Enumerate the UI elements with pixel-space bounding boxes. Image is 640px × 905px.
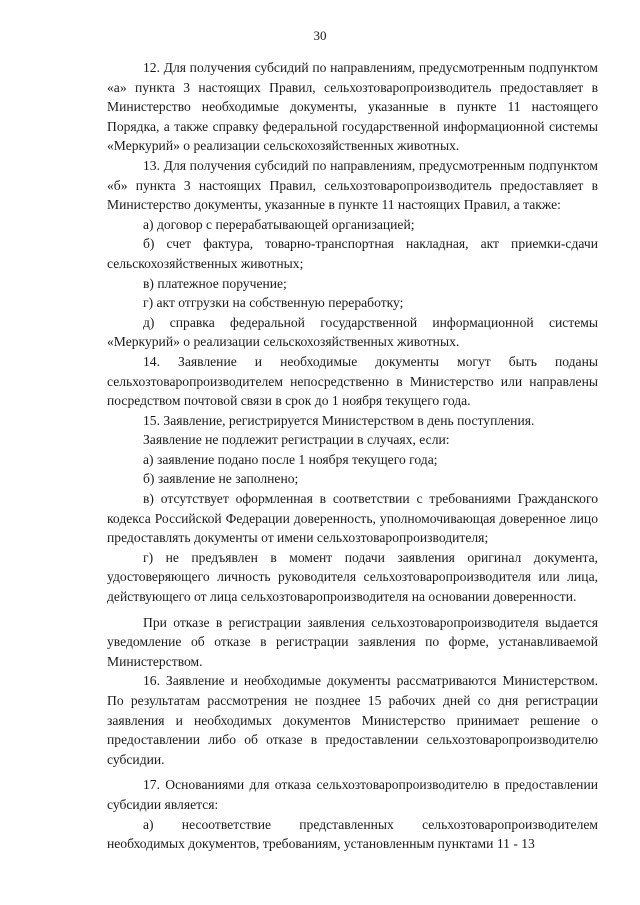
page-number: 30 bbox=[313, 28, 327, 43]
paragraph-17-item-a: а) несоответствие представленных сельхозтоваропроизводителем необходимых документов, требованиям, установленным пунктами 11 - 13 bbox=[107, 816, 598, 852]
paragraph-15-intro: Заявление не подлежит регистрации в случаях, если: bbox=[143, 432, 450, 448]
paragraph-13-item-g: г) акт отгрузки на собственную переработку; bbox=[143, 295, 404, 311]
paragraph-13-item-a: а) договор с перерабатывающей организацией; bbox=[143, 216, 415, 232]
paragraph-13-item-d: д) справка федеральной государственной информационной системы «Меркурий» о реализации сельскохозяйственных животных. bbox=[107, 314, 598, 350]
paragraph-12: 12. Для получения субсидий по направлениям, предусмотренным подпунктом «а» пункта 3 настоящих Правил, сельхозтоваропроизводитель предоставляет в Министерство необходимые документы, указанные в пункте 11 настоящего Порядка, а также справку федеральной государственной информационной системы «Меркурий» о реализации сельскохозяйственных животных. bbox=[107, 60, 598, 154]
paragraph-15-item-b: б) заявление не заполнено; bbox=[143, 471, 299, 487]
paragraph-13-item-v: в) платежное поручение; bbox=[143, 275, 287, 291]
paragraph-15-item-v: в) отсутствует оформленная в соответствии с требованиями Гражданского кодекса Российской Федерации доверенность, уполномочивающая доверенное лицо предоставлять документы от имени сельхозтоваропроизводителя; bbox=[107, 491, 598, 546]
document-body bbox=[107, 58, 598, 854]
paragraph-15-refusal: При отказе в регистрации заявления сельхозтоваропроизводителя выдается уведомление об отказе в регистрации заявления по форме, устанавливаемой Министерством. bbox=[107, 614, 598, 669]
paragraph-15: 15. Заявление, регистрируется Министерством в день поступления. bbox=[143, 412, 535, 428]
paragraph-17: 17. Основаниями для отказа сельхозтоваропроизводителю в предоставлении субсидии является: bbox=[107, 777, 598, 812]
paragraph-13: 13. Для получения субсидий по направлениям, предусмотренным подпунктом «б» пункта 3 настоящих Правил, сельхозтоваропроизводитель предоставляет в Министерство документы, указанные в пункте 11 настоящих Правил, а также: bbox=[107, 157, 598, 213]
paragraph-14: 14. Заявление и необходимые документы могут быть поданы сельхозтоваропроизводителем непосредственно в Министерство или направлены посредством почтовой связи в срок до 1 ноября текущего года. bbox=[107, 353, 598, 409]
paragraph-15-item-g: г) не предъявлен в момент подачи заявления оригинал документа, удостоверяющего личность руководителя сельхозтоваропроизводителя или лица, действующего от лица сельхозтоваропроизводителя на основании доверенности. bbox=[107, 549, 598, 605]
paragraph-13-item-b: б) счет фактура, товарно-транспортная накладная, акт приемки-сдачи сельскохозяйственных животных; bbox=[107, 236, 598, 271]
paragraph-16: 16. Заявление и необходимые документы рассматриваются Министерством. По результатам рассмотрения не позднее 15 рабочих дней со дня регистрации заявления и необходимых документов Министерство принимает решение о предоставлении либо об отказе в предоставлении сельхозтоваропроизводителю субсидии. bbox=[107, 673, 598, 767]
paragraph-15-item-a: а) заявление подано после 1 ноября текущего года; bbox=[143, 451, 438, 467]
